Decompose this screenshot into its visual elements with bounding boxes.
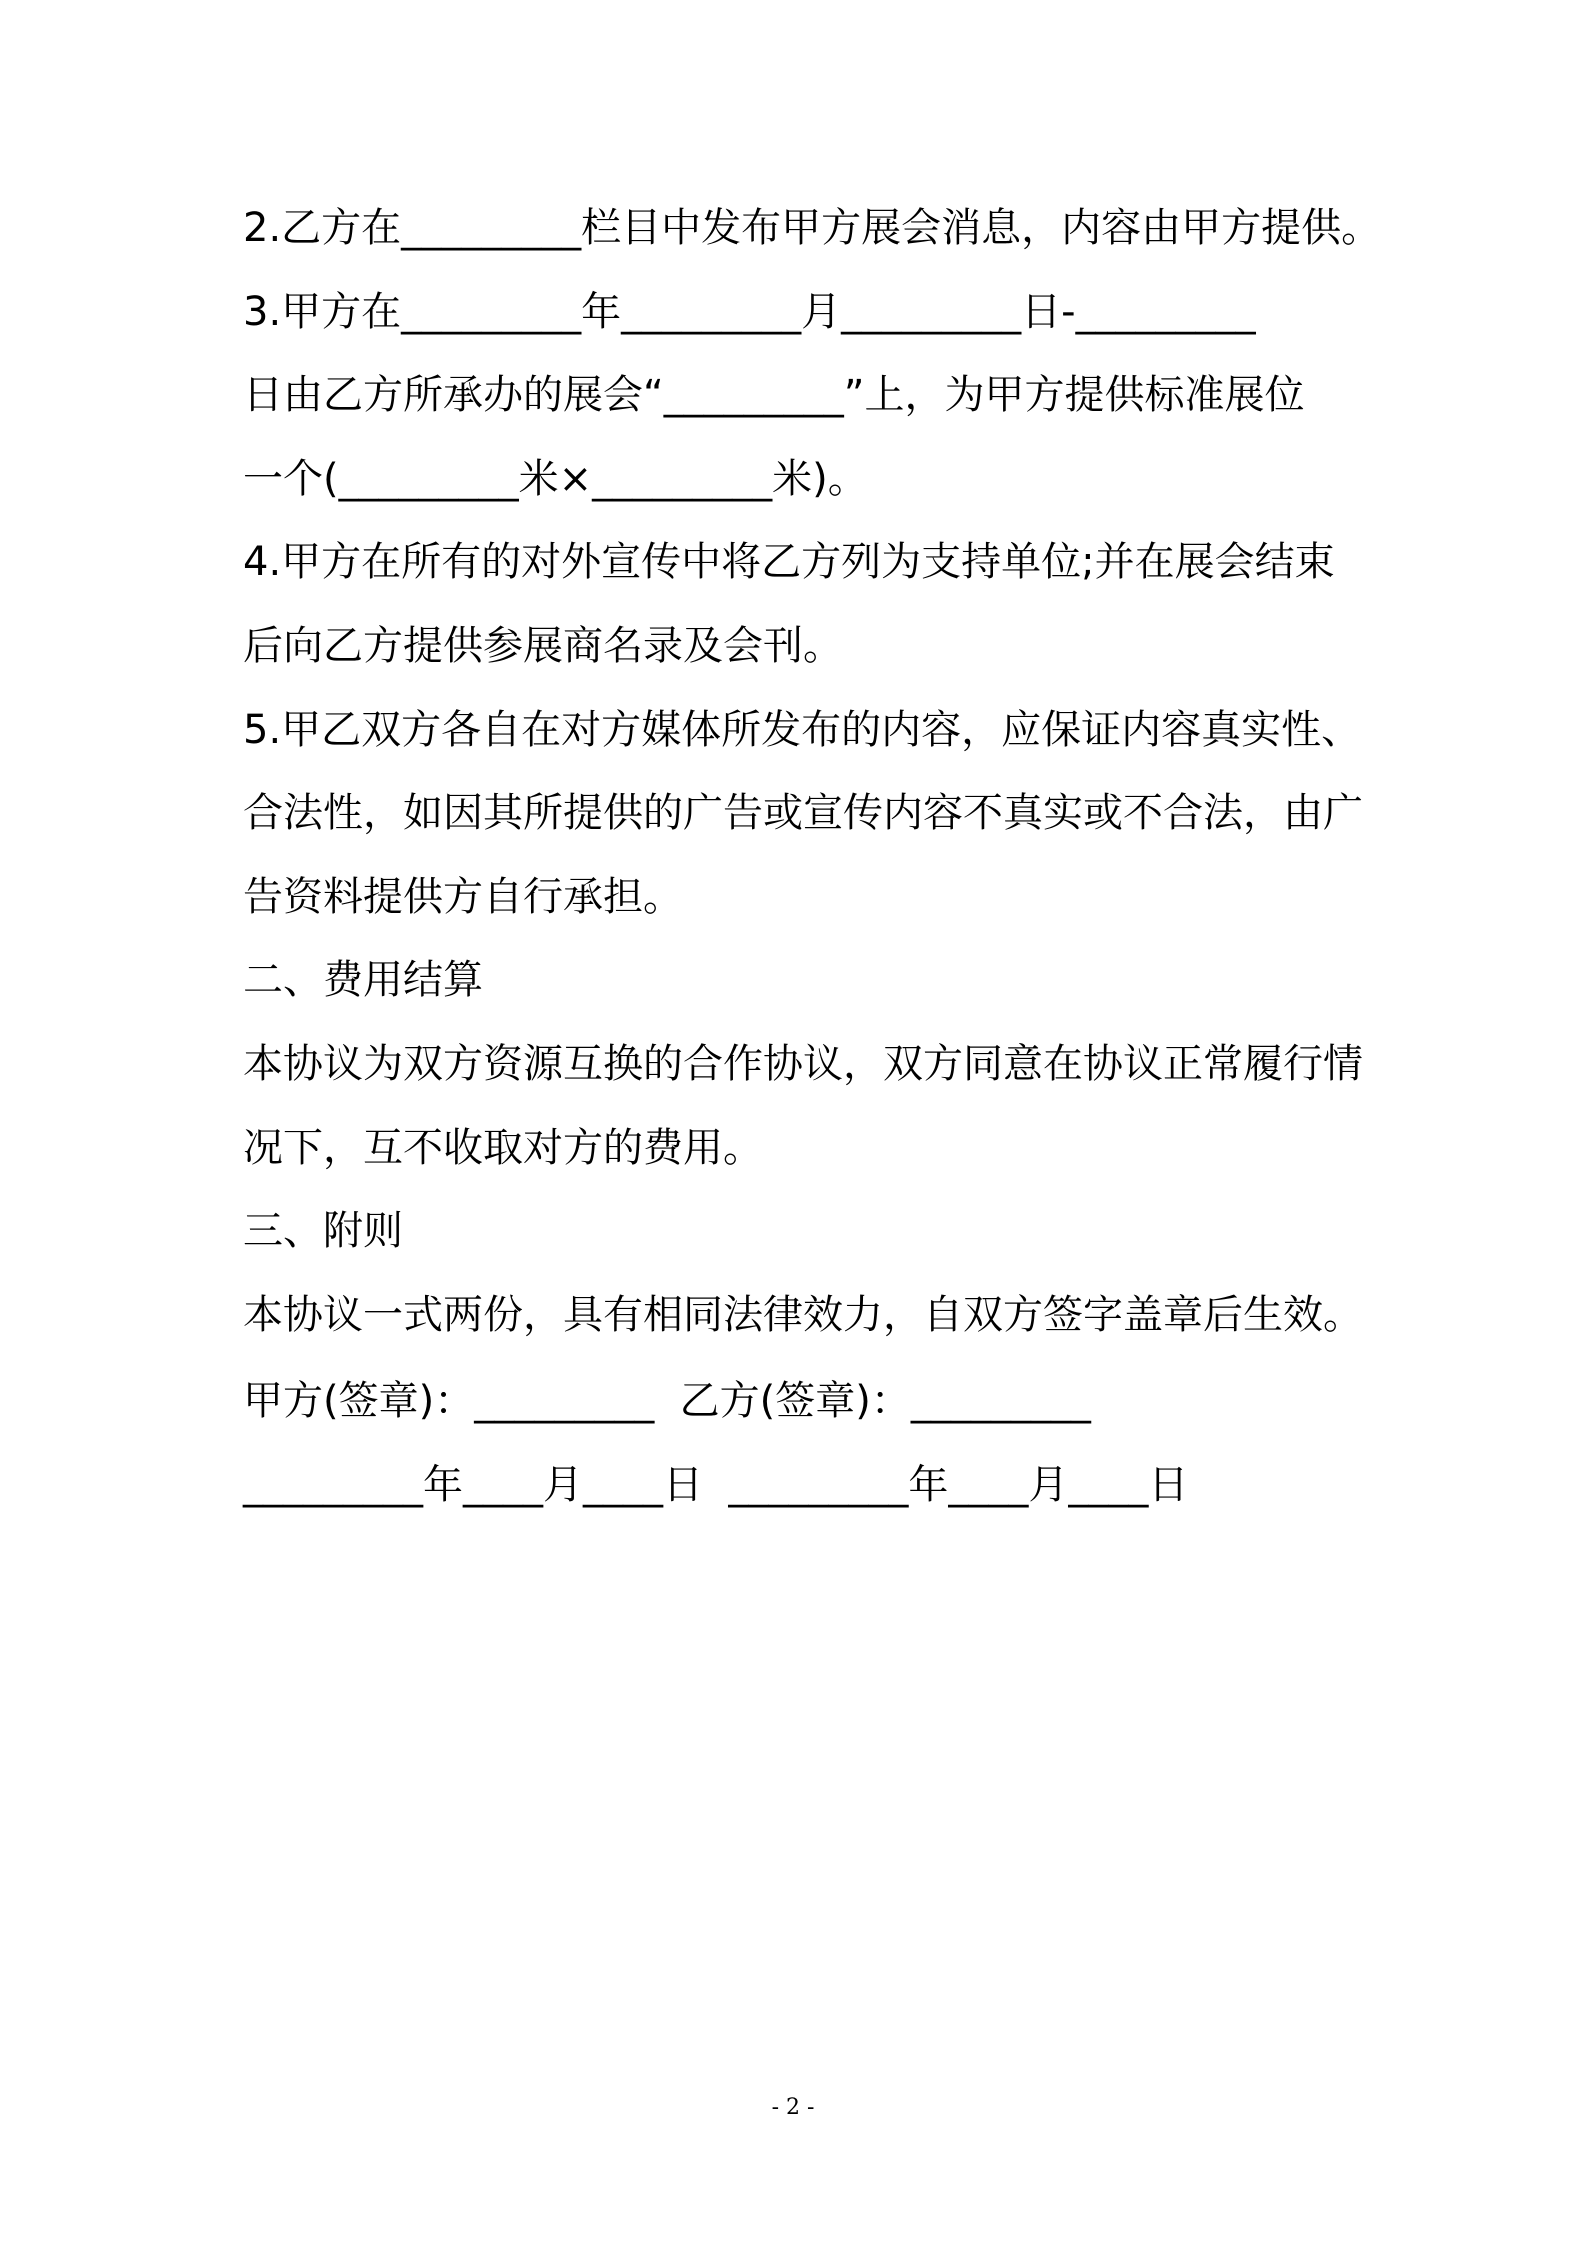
clause-5-line-2: 合法性，如因其所提供的广告或宣传内容不真实或不合法，由广 bbox=[243, 790, 1363, 836]
section-heading-fees: 二、费用结算 bbox=[243, 957, 483, 1003]
fees-paragraph-line-1: 本协议为双方资源互换的合作协议，双方同意在协议正常履行情 bbox=[243, 1041, 1363, 1087]
clause-3-line-1: 3.甲方在_________年_________月_________日-_________ bbox=[243, 289, 1256, 335]
signature-line: 甲方(签章)：_________ 乙方(签章)：_________ bbox=[243, 1378, 1091, 1424]
clause-3-line-3: 一个(_________米×_________米)。 bbox=[243, 456, 868, 502]
clause-3-line-2: 日由乙方所承办的展会“_________”上，为甲方提供标准展位 bbox=[243, 372, 1305, 418]
page-number: - 2 - bbox=[771, 2095, 815, 2120]
clause-2-line-1: 2.乙方在_________栏目中发布甲方展会消息，内容由甲方提供。 bbox=[243, 205, 1382, 251]
section-heading-appendix: 三、附则 bbox=[243, 1208, 403, 1254]
clause-5-line-1: 5.甲乙双方各自在对方媒体所发布的内容，应保证内容真实性、 bbox=[243, 707, 1362, 753]
appendix-paragraph: 本协议一式两份，具有相同法律效力，自双方签字盖章后生效。 bbox=[243, 1292, 1363, 1338]
clause-4-line-2: 后向乙方提供参展商名录及会刊。 bbox=[243, 623, 843, 669]
date-line: _________年____月____日 _________年____月____日 bbox=[243, 1462, 1189, 1508]
clause-4-line-1: 4.甲方在所有的对外宣传中将乙方列为支持单位;并在展会结束 bbox=[243, 539, 1335, 585]
fees-paragraph-line-2: 况下，互不收取对方的费用。 bbox=[243, 1125, 763, 1171]
clause-5-line-3: 告资料提供方自行承担。 bbox=[243, 874, 683, 920]
